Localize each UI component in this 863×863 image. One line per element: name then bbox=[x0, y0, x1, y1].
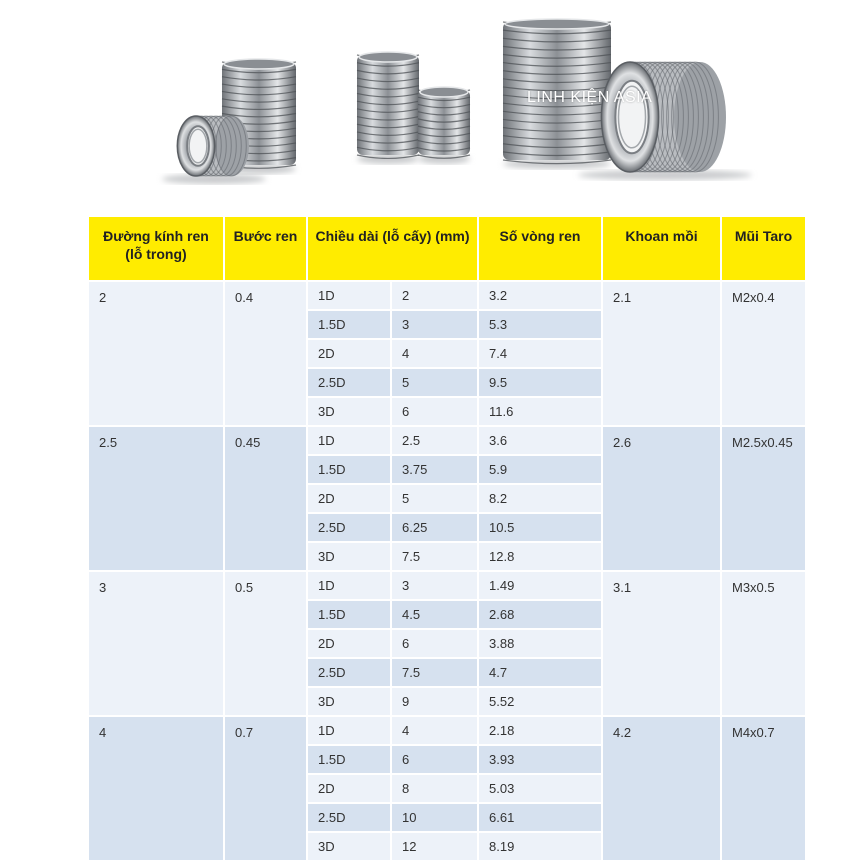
cell-length-code: 1D bbox=[308, 717, 390, 744]
cell-length-code: 2.5D bbox=[308, 659, 390, 686]
coil-lying-left-shape bbox=[177, 116, 249, 176]
cell-thread-pitch: 0.5 bbox=[225, 572, 306, 715]
cell-length-code: 1.5D bbox=[308, 456, 390, 483]
cell-thread-turns: 4.7 bbox=[479, 659, 601, 686]
cell-thread-turns: 5.3 bbox=[479, 311, 601, 338]
cell-length-mm: 12 bbox=[392, 833, 477, 860]
cell-length-mm: 6 bbox=[392, 398, 477, 425]
cell-thread-turns: 3.6 bbox=[479, 427, 601, 454]
cell-length-code: 2D bbox=[308, 630, 390, 657]
cell-thread-turns: 12.8 bbox=[479, 543, 601, 570]
cell-length-code: 3D bbox=[308, 688, 390, 715]
coil-mid-shape bbox=[357, 52, 419, 158]
table-row bbox=[89, 572, 805, 599]
cell-thread-turns: 5.9 bbox=[479, 456, 601, 483]
cell-tap-size: M3x0.5 bbox=[722, 572, 805, 715]
table-row bbox=[89, 717, 805, 744]
thread-insert-coils-image bbox=[0, 0, 863, 215]
cell-tap-size: M2.5x0.45 bbox=[722, 427, 805, 570]
cell-length-mm: 7.5 bbox=[392, 659, 477, 686]
cell-length-code: 2.5D bbox=[308, 369, 390, 396]
cell-length-mm: 4.5 bbox=[392, 601, 477, 628]
cell-thread-turns: 8.19 bbox=[479, 833, 601, 860]
cell-length-mm: 6.25 bbox=[392, 514, 477, 541]
cell-length-mm: 6 bbox=[392, 630, 477, 657]
header-thread-turns: Số vòng ren bbox=[479, 217, 601, 280]
product-photo bbox=[0, 0, 863, 215]
cell-length-code: 2.5D bbox=[308, 514, 390, 541]
cell-thread-turns: 6.61 bbox=[479, 804, 601, 831]
cell-thread-diameter: 3 bbox=[89, 572, 223, 715]
cell-length-code: 1.5D bbox=[308, 311, 390, 338]
cell-length-mm: 8 bbox=[392, 775, 477, 802]
cell-thread-turns: 11.6 bbox=[479, 398, 601, 425]
cell-thread-turns: 1.49 bbox=[479, 572, 601, 599]
thread-insert-spec-table bbox=[87, 215, 807, 862]
cell-thread-pitch: 0.45 bbox=[225, 427, 306, 570]
cell-thread-turns: 2.68 bbox=[479, 601, 601, 628]
cell-thread-pitch: 0.4 bbox=[225, 282, 306, 425]
cell-length-code: 3D bbox=[308, 543, 390, 570]
cell-length-mm: 10 bbox=[392, 804, 477, 831]
cell-thread-turns: 3.88 bbox=[479, 630, 601, 657]
cell-pilot-drill: 2.6 bbox=[603, 427, 720, 570]
cell-length-code: 2.5D bbox=[308, 804, 390, 831]
cell-thread-turns: 7.4 bbox=[479, 340, 601, 367]
cell-length-code: 3D bbox=[308, 398, 390, 425]
cell-length-mm: 3 bbox=[392, 311, 477, 338]
cell-thread-turns: 8.2 bbox=[479, 485, 601, 512]
cell-thread-turns: 2.18 bbox=[479, 717, 601, 744]
cell-thread-turns: 5.03 bbox=[479, 775, 601, 802]
cell-length-code: 3D bbox=[308, 833, 390, 860]
cell-length-mm: 5 bbox=[392, 369, 477, 396]
table-row bbox=[89, 427, 805, 454]
watermark-text: LINH KIỆN ASIA bbox=[527, 89, 653, 106]
table-body bbox=[89, 282, 805, 860]
cell-length-mm: 3 bbox=[392, 572, 477, 599]
header-insert-length: Chiều dài (lỗ cấy) (mm) bbox=[308, 217, 477, 280]
table-header-row bbox=[89, 217, 805, 280]
cell-length-code: 1D bbox=[308, 427, 390, 454]
header-tap-size: Mũi Taro bbox=[722, 217, 805, 280]
header-thread-pitch: Bước ren bbox=[225, 217, 306, 280]
cell-length-mm: 7.5 bbox=[392, 543, 477, 570]
cell-thread-pitch: 0.7 bbox=[225, 717, 306, 860]
cell-length-code: 1.5D bbox=[308, 601, 390, 628]
cell-length-mm: 5 bbox=[392, 485, 477, 512]
cell-pilot-drill: 4.2 bbox=[603, 717, 720, 860]
cell-length-code: 1D bbox=[308, 572, 390, 599]
coil-lying-right-shape bbox=[601, 62, 726, 172]
cell-length-code: 2D bbox=[308, 340, 390, 367]
cell-thread-diameter: 4 bbox=[89, 717, 223, 860]
cell-thread-diameter: 2.5 bbox=[89, 427, 223, 570]
header-thread-diameter: Đường kính ren (lỗ trong) bbox=[89, 217, 223, 280]
cell-length-code: 2D bbox=[308, 775, 390, 802]
cell-thread-turns: 3.93 bbox=[479, 746, 601, 773]
header-pilot-drill: Khoan mồi bbox=[603, 217, 720, 280]
cell-length-code: 1D bbox=[308, 282, 390, 309]
cell-length-mm: 3.75 bbox=[392, 456, 477, 483]
cell-length-mm: 4 bbox=[392, 340, 477, 367]
cell-thread-diameter: 2 bbox=[89, 282, 223, 425]
cell-pilot-drill: 2.1 bbox=[603, 282, 720, 425]
cell-length-code: 2D bbox=[308, 485, 390, 512]
cell-thread-turns: 10.5 bbox=[479, 514, 601, 541]
cell-thread-turns: 5.52 bbox=[479, 688, 601, 715]
cell-pilot-drill: 3.1 bbox=[603, 572, 720, 715]
cell-length-mm: 4 bbox=[392, 717, 477, 744]
cell-tap-size: M4x0.7 bbox=[722, 717, 805, 860]
cell-tap-size: M2x0.4 bbox=[722, 282, 805, 425]
cell-length-mm: 9 bbox=[392, 688, 477, 715]
cell-length-mm: 2 bbox=[392, 282, 477, 309]
cell-length-code: 1.5D bbox=[308, 746, 390, 773]
cell-thread-turns: 3.2 bbox=[479, 282, 601, 309]
cell-length-mm: 2.5 bbox=[392, 427, 477, 454]
cell-thread-turns: 9.5 bbox=[479, 369, 601, 396]
cell-length-mm: 6 bbox=[392, 746, 477, 773]
coil-small-shape bbox=[418, 87, 470, 158]
table-row bbox=[89, 282, 805, 309]
